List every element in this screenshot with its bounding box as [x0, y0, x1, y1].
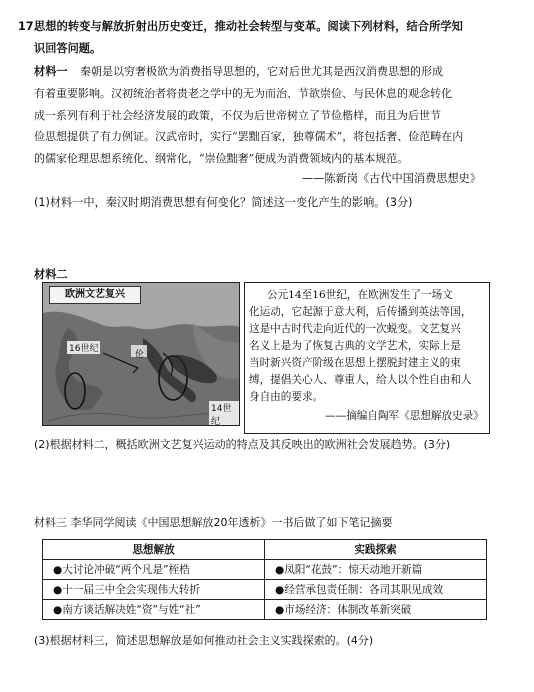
- material-1-source: ——陈新岗《古代中国消费思想史》: [302, 172, 482, 185]
- sub-question-2: (2)根据材料二，概括欧洲文艺复兴运动的特点及其反映出的欧洲社会发展趋势。(3分): [34, 438, 451, 451]
- material-2-line: 公元14至16世纪，在欧洲发生了一场文: [267, 289, 453, 301]
- material-3-intro: 材料三 李华同学阅读《中国思想解放20年透析》一书后做了如下笔记摘要: [34, 516, 393, 529]
- material-2-text-box: [244, 282, 490, 434]
- material-2-source: ——摘编自陶军《思想解放史录》: [325, 410, 484, 422]
- material-1-label: 材料一: [34, 65, 68, 78]
- table-row: [43, 600, 487, 620]
- material-2-line: 名义上是为了恢复古典的文学艺术，实际上是: [249, 340, 461, 352]
- table-header-practice-exploration: 实践探索: [265, 540, 487, 560]
- question-stem-line1: 思想的转变与解放折射出历史变迁，推动社会转型与变革。阅读下列材料，结合所学知: [34, 20, 463, 33]
- map-label-16th-century: 16世纪: [67, 341, 100, 354]
- table-cell: ●南方谈话解决姓“资”与姓“社”: [43, 600, 265, 620]
- table-row: [43, 560, 487, 580]
- table-cell: ●市场经济：体制改革新突破: [265, 600, 487, 620]
- material-2-label: 材料二: [34, 268, 68, 281]
- material-2-line: 化运动，它起源于意大利，后传播到英法等国，: [249, 306, 472, 318]
- sub-question-3: (3)根据材料三，简述思想解放是如何推动社会主义实践探索的。(4分): [34, 634, 374, 647]
- table-cell: ●十一届三中全会实现伟大转折: [43, 580, 265, 600]
- table-header-thought-liberation: 思想解放: [43, 540, 265, 560]
- map-label-region: 伦: [135, 350, 145, 360]
- table-cell: ●凤阳“花鼓”：惊天动地开新篇: [265, 560, 487, 580]
- sub-question-1: (1)材料一中，秦汉时期消费思想有何变化？简述这一变化产生的影响。(3分): [34, 196, 413, 209]
- material-2-line: 身自由的要求。: [249, 391, 324, 403]
- map-title: 欧洲文艺复兴: [49, 286, 141, 304]
- material-1-line: 秦朝是以穷奢极欲为消费指导思想的，它对后世尤其是西汉消费思想的形成: [80, 65, 443, 78]
- material-1-line: 的儒家伦理思想系统化、纲常化，“崇俭黜奢”便成为消费领域内的基本规范。: [34, 152, 409, 165]
- table-cell: ●经营承包责任制：各司其职见成效: [265, 580, 487, 600]
- question-stem-line2: 识回答问题。: [34, 42, 102, 55]
- material-2-line: 当时新兴资产阶级在思想上摆脱封建主义的束: [249, 357, 461, 369]
- question-number: 17.: [18, 20, 38, 33]
- material-1-line: 俭思想提供了有力例证。汉武帝时，实行“罢黜百家，独尊儒术”，将包括奢、俭范畴在内: [34, 130, 464, 143]
- table-header-row: [43, 540, 487, 560]
- material-1-line: 成一系列有利于社会经济发展的政策，不仅为后世帝树立了节俭楷样，而且为后世节: [34, 109, 441, 122]
- map-label-14th-century: 14世纪: [209, 401, 239, 426]
- table-cell: ●大讨论冲破“两个凡是”桎梏: [43, 560, 265, 580]
- material-2-line: 缚，提倡关心人、尊重人，给人以个性自由和人: [249, 374, 472, 386]
- material-1-line: 有着重要影响。汉初统治者将贵老之学中的无为而治、节欲崇俭、与民休息的观念转化: [34, 87, 452, 100]
- table-row: [43, 580, 487, 600]
- renaissance-map: [42, 282, 240, 426]
- notes-table: [42, 539, 487, 620]
- material-2-line: 这是中古时代走向近代的一次蜕变。文艺复兴: [249, 323, 461, 335]
